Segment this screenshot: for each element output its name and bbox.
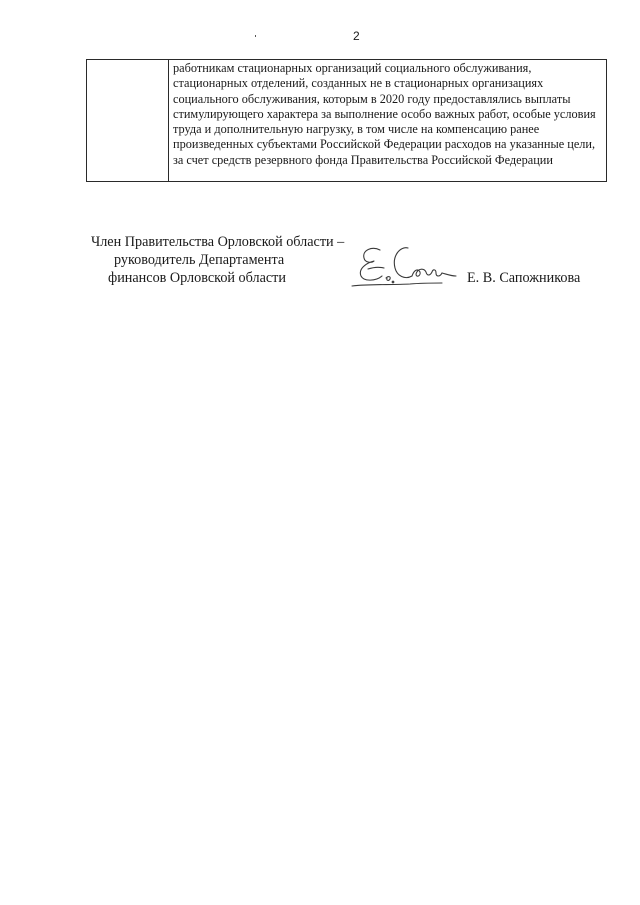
page-number: 2 — [353, 29, 360, 43]
content-table — [86, 59, 607, 182]
scan-speck — [255, 35, 256, 37]
signer-title-line-2: руководитель Департамента — [114, 252, 285, 268]
signer-title-line-3: финансов Орловской области — [108, 270, 286, 286]
table-row — [87, 60, 607, 182]
table-cell-empty — [87, 60, 169, 182]
handwritten-signature — [350, 236, 462, 292]
table-cell-text: работникам стационарных организаций социального обслуживания, стационарных отделений, созданных не в стационарных организациях социального обслуживания, которым в 2020 году предоставлялись выплаты стимулирующего характера за выполнение особо важных работ, особые условия труда и дополнительную нагрузку, в том числе на компенсацию ранее произведенных субъектами Российской Федерации расходов на указанные цели, за счет средств резервного фонда Правительства Российской Федерации — [169, 60, 607, 182]
signer-name: Е. В. Сапожникова — [467, 270, 581, 286]
signer-title-line-1: Член Правительства Орловской области – — [91, 234, 345, 250]
